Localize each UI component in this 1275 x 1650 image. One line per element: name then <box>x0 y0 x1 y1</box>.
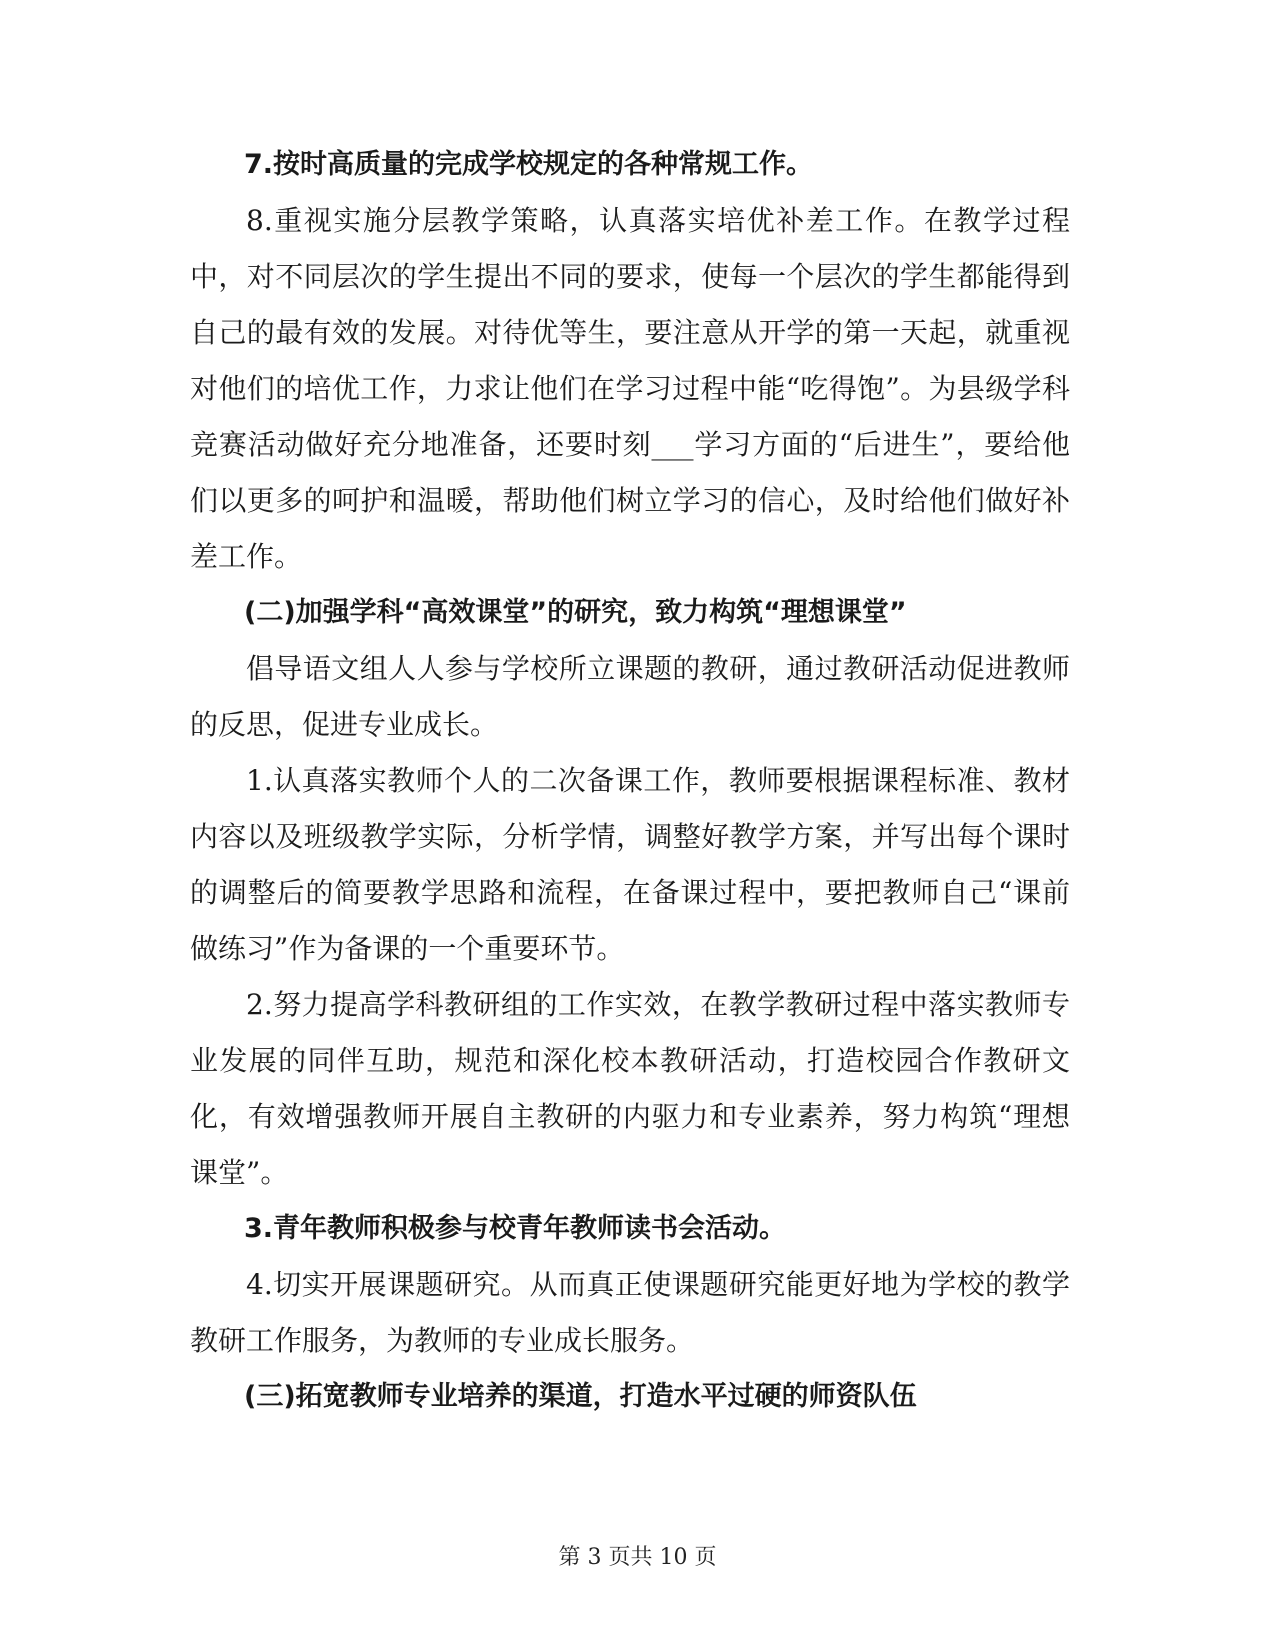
paragraph-item-4: 4.切实开展课题研究。从而真正使课题研究能更好地为学校的教学教研工作服务，为教师的专业成长服务。 <box>190 1268 1070 1357</box>
paragraph-item-3: 3.青年教师积极参与校青年教师读书会活动。 <box>244 1213 787 1244</box>
page-number-footer: 第 3 页共 10 页 <box>558 1545 717 1570</box>
page-body <box>190 137 1070 1425</box>
paragraph-item-2: 2.努力提高学科教研组的工作实效，在教学教研过程中落实教师专业发展的同伴互助，规范和深化校本教研活动，打造校园合作教研文化，有效增强教师开展自主教研的内驱力和专业素养，努力构筑“理想课堂”。 <box>190 988 1070 1189</box>
paragraph-item-8: 8.重视实施分层教学策略，认真落实培优补差工作。在教学过程中，对不同层次的学生提出不同的要求，使每一个层次的学生都能得到自己的最有效的发展。对待优等生，要注意从开学的第一天起，就重视对他们的培优工作，力求让他们在学习过程中能“吃得饱”。为县级学科竞赛活动做好充分地准备，还要时刻___学习方面的“后进生”，要给他们以更多的呵护和温暖，帮助他们树立学习的信心，及时给他们做好补差工作。 <box>190 204 1070 573</box>
paragraph-item-1: 1.认真落实教师个人的二次备课工作，教师要根据课程标准、教材内容以及班级教学实际，分析学情，调整好教学方案，并写出每个课时的调整后的简要教学思路和流程，在备课过程中，要把教师自己“课前做练习”作为备课的一个重要环节。 <box>190 764 1070 965</box>
section-heading-3: (三)拓宽教师专业培养的渠道，打造水平过硬的师资队伍 <box>244 1381 917 1412</box>
section-heading-2: (二)加强学科“高效课堂”的研究，致力构筑“理想课堂” <box>244 597 907 628</box>
paragraph-intro: 倡导语文组人人参与学校所立课题的教研，通过教研活动促进教师的反思，促进专业成长。 <box>190 652 1070 741</box>
paragraph-item-7: 7.按时高质量的完成学校规定的各种常规工作。 <box>244 149 814 180</box>
